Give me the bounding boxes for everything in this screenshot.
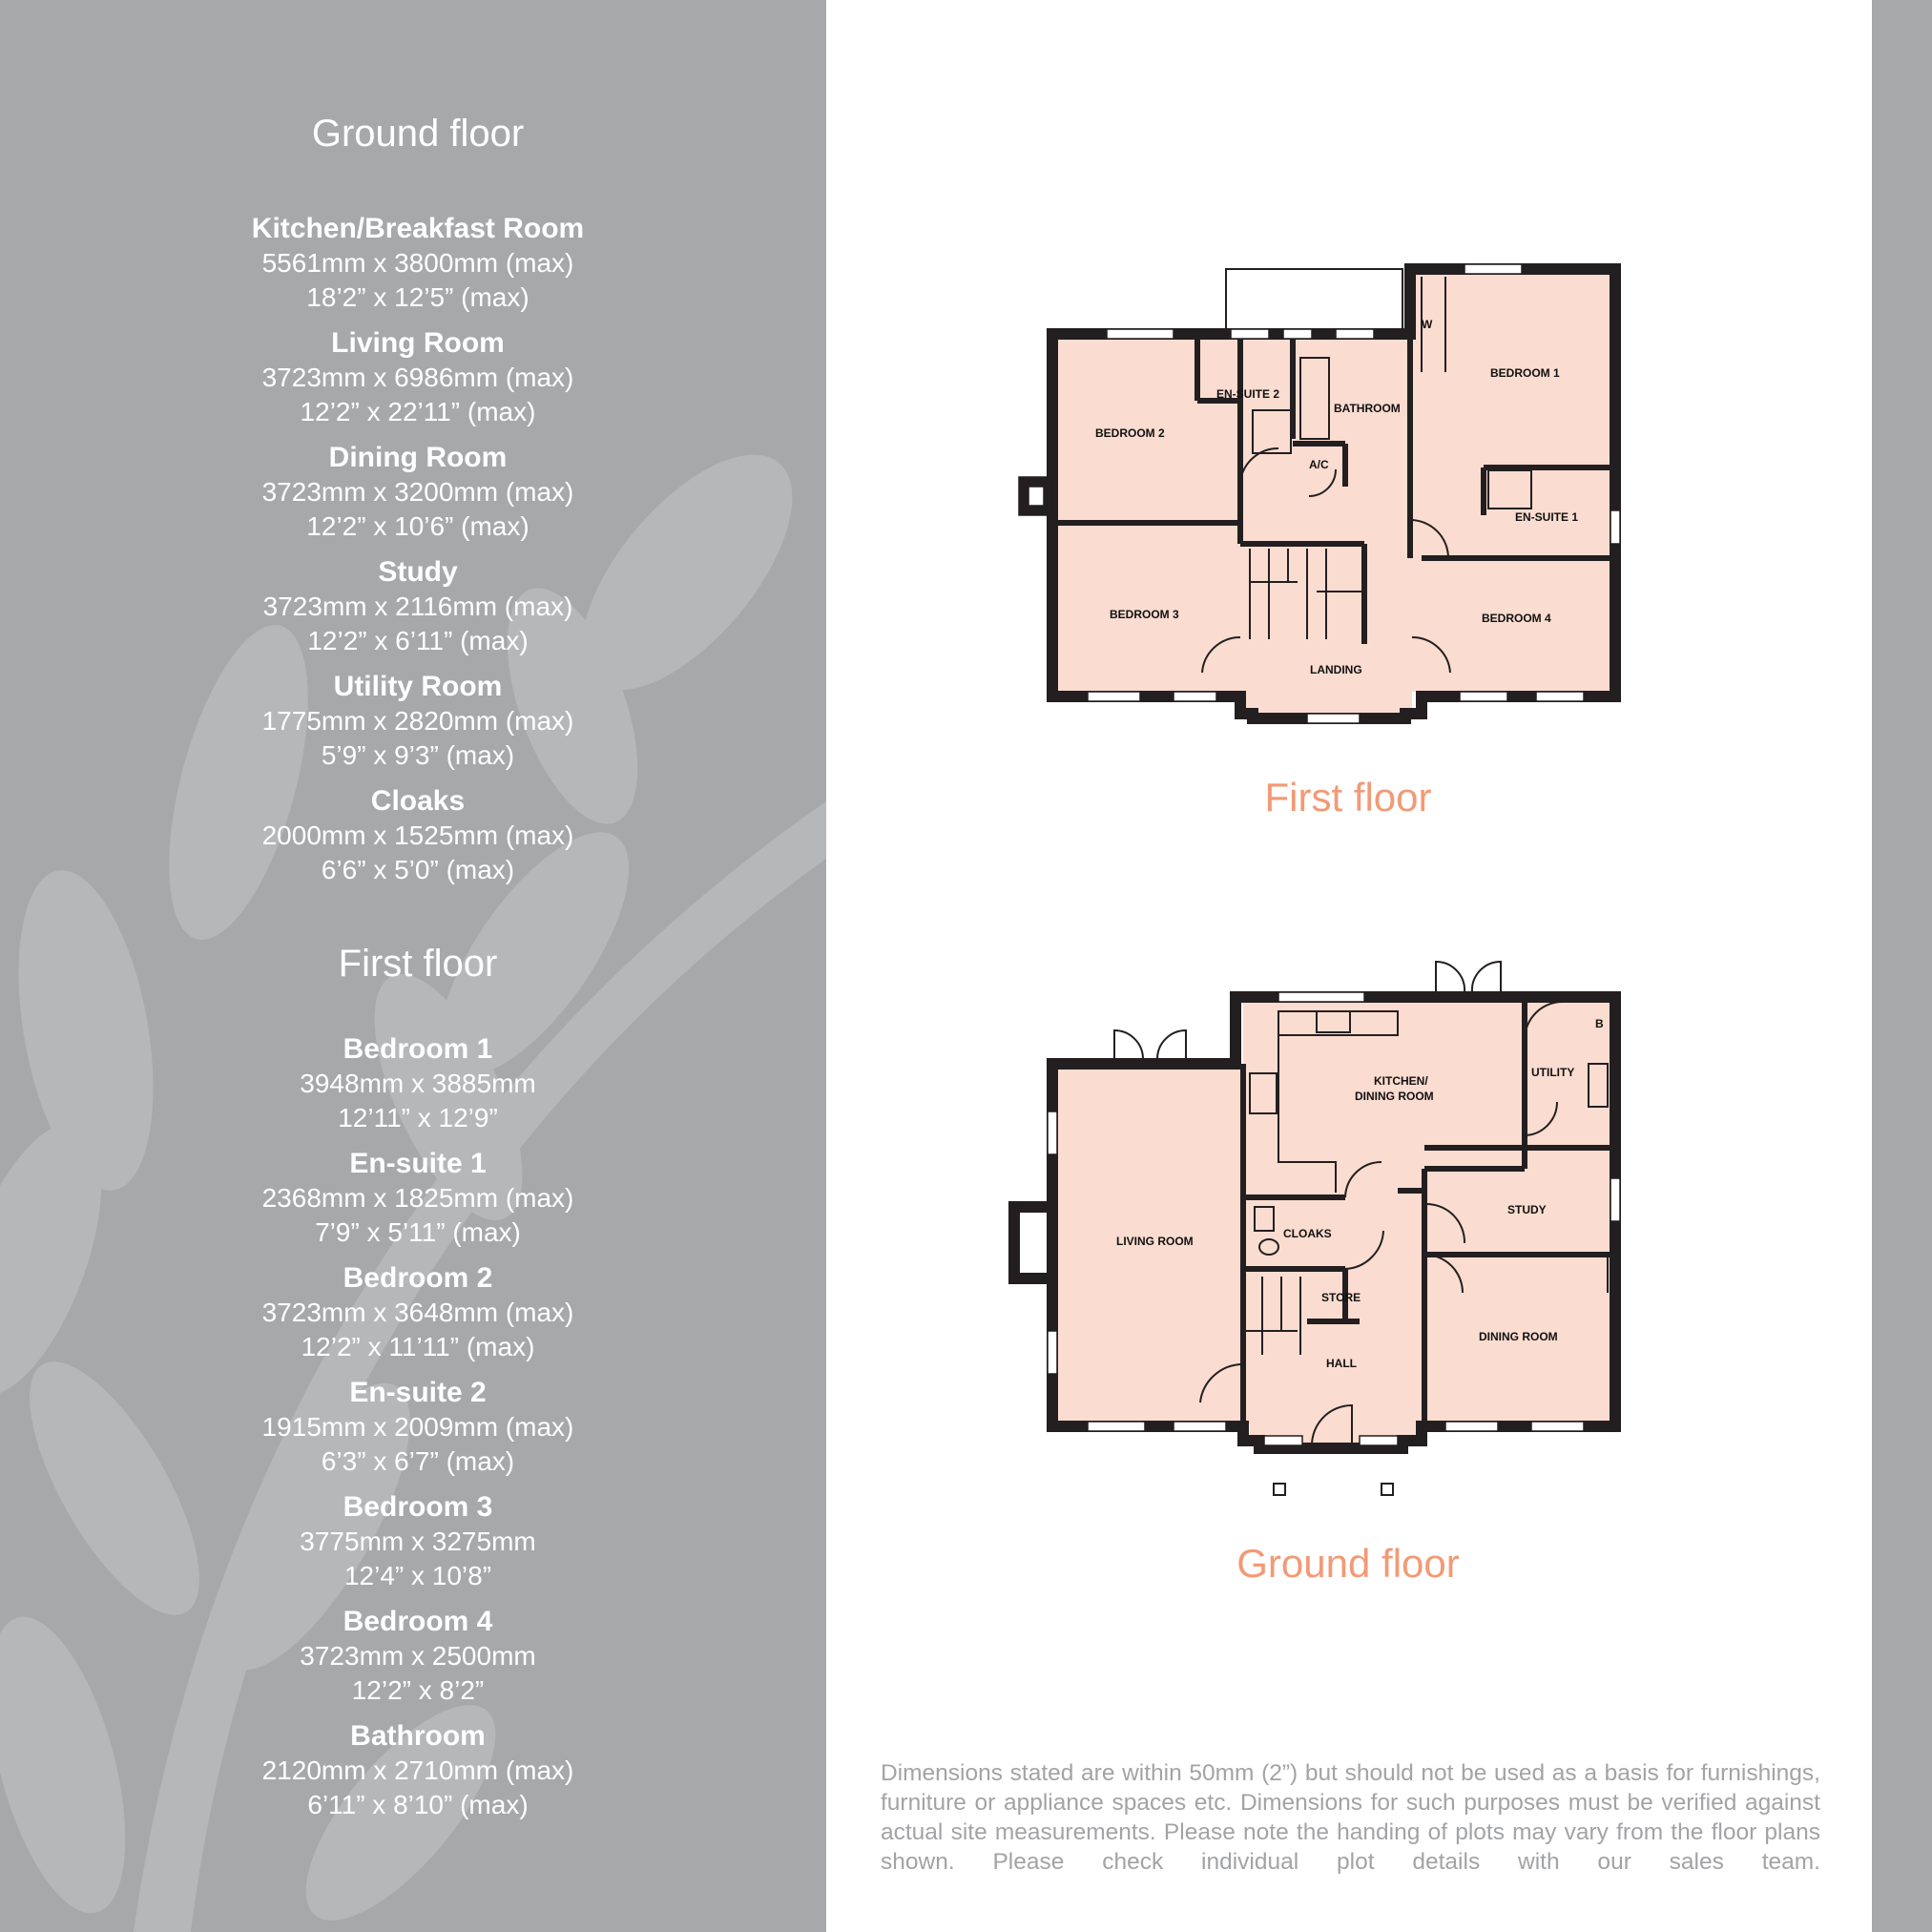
study-label: STUDY	[1507, 1203, 1547, 1216]
kitchen-label-line1: KITCHEN/	[1374, 1074, 1428, 1088]
first-floor-heading: First floor	[338, 943, 498, 985]
hall-label: HALL	[1326, 1357, 1357, 1370]
room-name: Bedroom 2	[343, 1262, 493, 1294]
cloaks-label: CLOAKS	[1283, 1227, 1332, 1240]
room-name: Bedroom 1	[343, 1033, 493, 1065]
room-imperial: 5’9” x 9’3” (max)	[321, 740, 515, 770]
bedroom-1-label: BEDROOM 1	[1490, 366, 1560, 380]
first-floor-plan	[992, 248, 1660, 744]
boiler-label: B	[1595, 1017, 1604, 1030]
room-metric: 2000mm x 1525mm (max)	[261, 821, 574, 850]
dimensions-disclaimer: Dimensions stated are within 50mm (2”) but should not be used as a basis for furnishings, furniture or appliance spaces etc. Dimensions for such purposes must be verified against actual site measurements. Please note the handing of plots may vary from the floor plans shown. Please check individual plot details with our sales team.	[881, 1760, 1820, 1875]
room-imperial: 12’2” x 6’11” (max)	[307, 626, 529, 655]
room-imperial: 18’2” x 12’5” (max)	[306, 282, 530, 312]
room-name: Dining Room	[328, 442, 508, 473]
room-metric: 3775mm x 3275mm	[300, 1527, 536, 1556]
room-name: Study	[378, 556, 458, 588]
room-entry	[0, 1490, 826, 1593]
room-imperial: 12’2” x 22’11” (max)	[300, 397, 536, 426]
room-imperial: 12’11” x 12’9”	[338, 1103, 498, 1132]
first-floor-room-list	[0, 1032, 826, 1834]
room-imperial: 6’6” x 5’0” (max)	[321, 855, 515, 884]
room-imperial: 12’2” x 11’11” (max)	[301, 1332, 535, 1361]
room-entry	[0, 555, 826, 658]
room-imperial: 6’3” x 6’7” (max)	[321, 1446, 515, 1476]
right-edge-band	[1872, 0, 1932, 1932]
room-name: Bedroom 3	[343, 1491, 493, 1523]
room-imperial: 12’2” x 8’2”	[351, 1675, 485, 1705]
room-metric: 3723mm x 6986mm (max)	[261, 363, 574, 392]
en-suite-2-label: EN-SUITE 2	[1216, 387, 1280, 401]
room-name: En-suite 2	[349, 1377, 487, 1408]
room-metric: 3948mm x 3885mm	[300, 1069, 536, 1098]
room-metric: 3723mm x 2500mm	[300, 1641, 536, 1671]
room-entry	[0, 1719, 826, 1822]
wardrobe-label: W	[1422, 318, 1433, 331]
en-suite-1-label: EN-SUITE 1	[1515, 510, 1579, 524]
room-entry	[0, 1605, 826, 1708]
room-metric: 2368mm x 1825mm (max)	[261, 1183, 574, 1213]
landing-label: LANDING	[1310, 663, 1362, 676]
kitchen-label-line2: DINING ROOM	[1355, 1090, 1434, 1103]
ground-floor-plan	[992, 949, 1660, 1512]
room-metric: 1775mm x 2820mm (max)	[261, 706, 574, 736]
bedroom-4-label: BEDROOM 4	[1482, 612, 1551, 625]
bedroom-2-label: BEDROOM 2	[1095, 426, 1165, 440]
ground-floor-room-list	[0, 212, 826, 899]
ground-floor-plan-title: Ground floor	[1236, 1541, 1460, 1586]
room-imperial: 12’4” x 10’8”	[343, 1561, 492, 1590]
utility-label: UTILITY	[1531, 1066, 1575, 1079]
room-entry	[0, 326, 826, 429]
bathroom-label: BATHROOM	[1334, 402, 1401, 415]
room-imperial: 7’9” x 5’11” (max)	[315, 1217, 521, 1247]
room-imperial: 12’2” x 10’6” (max)	[306, 511, 530, 541]
room-entry	[0, 670, 826, 773]
room-entry	[0, 784, 826, 887]
room-name: Bathroom	[350, 1720, 486, 1752]
room-imperial: 6’11” x 8’10” (max)	[307, 1790, 529, 1819]
room-name: Living Room	[331, 327, 505, 359]
room-entry	[0, 1261, 826, 1364]
room-metric: 3723mm x 3200mm (max)	[261, 477, 574, 507]
ac-label: A/C	[1309, 458, 1329, 471]
room-name: Kitchen/Breakfast Room	[251, 213, 585, 244]
room-entry	[0, 1376, 826, 1479]
store-label: STORE	[1321, 1291, 1361, 1304]
room-name: En-suite 1	[349, 1148, 487, 1179]
room-metric: 5561mm x 3800mm (max)	[261, 248, 574, 278]
dining-room-label: DINING ROOM	[1479, 1330, 1558, 1343]
room-dimensions-panel	[0, 0, 826, 1932]
room-metric: 3723mm x 3648mm (max)	[261, 1298, 574, 1327]
room-entry	[0, 441, 826, 544]
room-entry	[0, 1032, 826, 1135]
first-floor-plan-title: First floor	[1264, 775, 1432, 820]
room-name: Bedroom 4	[343, 1606, 493, 1637]
ground-floor-heading: Ground floor	[311, 113, 525, 155]
room-name: Cloaks	[370, 785, 466, 817]
bedroom-3-label: BEDROOM 3	[1110, 608, 1179, 621]
room-entry	[0, 212, 826, 315]
room-metric: 2120mm x 2710mm (max)	[261, 1755, 574, 1785]
room-entry	[0, 1147, 826, 1250]
room-metric: 1915mm x 2009mm (max)	[261, 1412, 574, 1442]
living-room-label: LIVING ROOM	[1116, 1235, 1194, 1248]
room-name: Utility Room	[333, 671, 503, 702]
room-metric: 3723mm x 2116mm (max)	[262, 592, 573, 621]
